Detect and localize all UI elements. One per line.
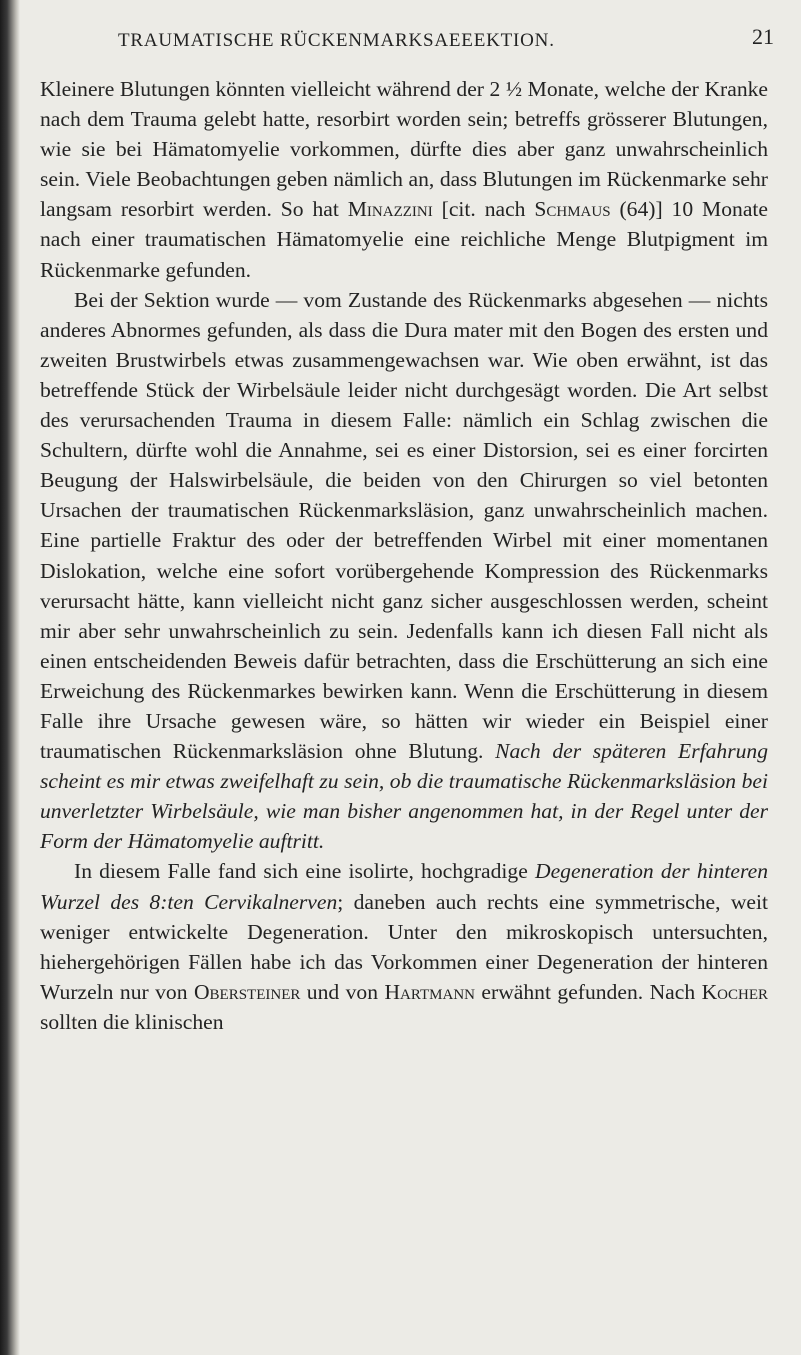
italic-finding: Degeneration der hinteren Wurzel des 8:ten Cervikalnerven (40, 859, 769, 914)
text-run: ; daneben auch rechts eine symmetrische, weit weniger entwickelte Degeneration. Unter den mikroskopisch untersuchten, hiehergehörigen Fällen habe ich das Vorkommen einer Degeneration der hinteren Wurzeln nur von (40, 889, 768, 1004)
paragraph-3 (40, 856, 768, 1037)
paragraph-1 (40, 74, 768, 285)
text-run: und von (300, 979, 385, 1004)
author-name-hartmann: Hartmann (384, 979, 475, 1004)
text-run: (64)] 10 Monate nach einer traumatischen Hämatomyelie eine reichliche Menge Blutpigment im Rückenmarke gefunden. (40, 197, 768, 282)
text-run: In diesem Falle fand sich eine isolirte, hochgradige (74, 859, 535, 884)
text-run: erwähnt gefunden. Nach (474, 979, 702, 1004)
running-title: TRAUMATISCHE RÜCKENMARKSAEEEKTION. (118, 30, 555, 51)
author-name-minazzini: Minazzini (347, 197, 433, 222)
text-run: sollten die klinischen (40, 1009, 224, 1034)
body-text (40, 74, 768, 1037)
paragraph-2 (40, 285, 768, 857)
italic-conclusion: Nach der späteren Erfahrung scheint es mir etwas zweifelhaft zu sein, ob die traumatische Rückenmarksläsion bei unverletzter Wirbelsäule, wie man bisher angenommen hat, in der Regel unter der Form der Hämatomyelie auftritt. (40, 739, 768, 854)
author-name-kocher: Kocher (701, 979, 768, 1004)
author-name-schmaus: Schmaus (534, 197, 611, 222)
text-run: Bei der Sektion wurde — vom Zustande des Rückenmarks abgesehen — nichts anderes Abnormes gefunden, als dass die Dura mater mit den Bogen des ersten und zweiten Brustwirbels etwas zusammengewachsen war. Wie oben erwähnt, ist das betreffende Stück der Wirbelsäule leider nicht durchgesägt worden. Die Art selbst des verursachenden Trauma in diesem Falle: nämlich ein Schlag zwischen die Schultern, dürfte wohl die Annahme, sei es einer Distorsion, sei es einer forcirten Beugung der Halswirbelsäule, die beiden von den Chirurgen so viel betonten Ursachen der traumatischen Rückenmarksläsion, ganz unwahrscheinlich machen. Eine partielle Fraktur des oder der betreffenden Wirbel mit einer momentanen Dislokation, welche eine sofort vorübergehende Kompression des Rückenmarks verursacht hätte, kann vielleicht nicht ganz sicher ausgeschlossen werden, scheint mir aber sehr unwahrscheinlich zu sein. Jedenfalls kann ich diesen Fall nicht als einen entscheidenden Beweis dafür betrachten, dass die Erschütterung an sich eine Erweichung des Rückenmarkes bewirken kann. Wenn die Erschütterung in diesem Falle ihre Ursache gewesen wäre, so hätten wir wieder ein Beispiel einer traumatischen Rückenmarksläsion ohne Blutung. (40, 287, 768, 764)
text-run: Kleinere Blutungen könnten vielleicht während der 2 ½ Monate, welche der Kranke nach dem Trauma gelebt hatte, resorbirt worden sein; betreffs grösserer Blutungen, wie sie bei Hämatomyelie vorkommen, dürfte dies aber ganz unwahrscheinlich sein. Viele Beobachtungen geben nämlich an, dass Blutungen im Rückenmarke sehr langsam resorbirt werden. So hat (40, 77, 768, 222)
page-number: 21 (752, 24, 774, 49)
author-name-obersteiner: Obersteiner (193, 979, 301, 1004)
text-run: [cit. nach (432, 197, 535, 222)
